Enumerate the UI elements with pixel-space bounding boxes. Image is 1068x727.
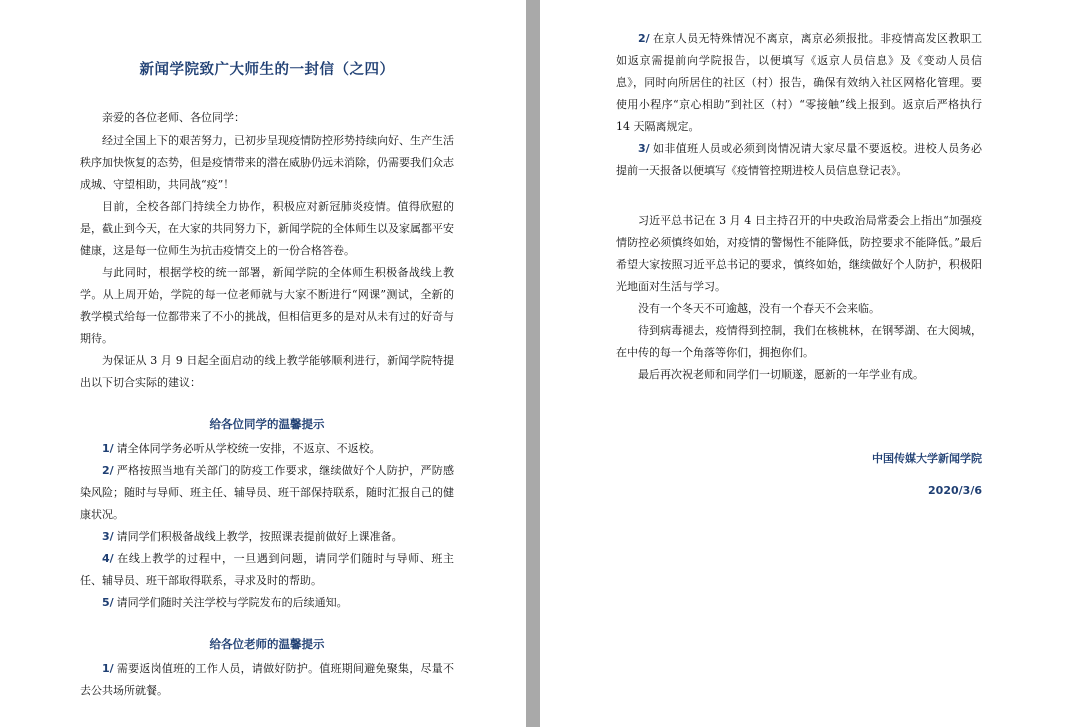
- intro-paragraph-3: 与此同时，根据学校的统一部署，新闻学院的全体师生积极备战线上教学。从上周开始，学院的每一位老师就与大家不断进行“网课”测试，全新的教学模式给每一位都带来了不小的挑战，但相信更多的是对从未有过的好奇与期待。: [80, 266, 454, 345]
- letter-title: 新闻学院致广大师生的一封信（之四）: [139, 61, 395, 78]
- teacher-tip-3: [616, 138, 982, 182]
- tip-number: 1/: [102, 662, 114, 675]
- tip-number: 1/: [102, 442, 114, 455]
- tip-number: 2/: [638, 32, 650, 45]
- tip-text: 需要返岗值班的工作人员，请做好防护。值班期间避免聚集，尽量不去公共场所就餐。: [80, 662, 454, 697]
- tip-number: 2/: [102, 464, 114, 477]
- tip-number: 3/: [638, 142, 650, 155]
- intro-paragraph-2: 目前，全校各部门持续全力协作，积极应对新冠肺炎疫情。值得欣慰的是，截止到今天，在大家的共同努力下，新闻学院的全体师生以及家属都平安健康，这是每一位师生为抗击疫情交上的一份合格答卷。: [80, 200, 454, 257]
- student-tip-5: [80, 592, 454, 614]
- tip-number: 3/: [102, 530, 114, 543]
- closing-paragraph-4: 最后再次祝老师和同学们一切顺遂，愿新的一年学业有成。: [638, 368, 924, 381]
- tip-text: 在京人员无特殊情况不离京，离京必须报批。非疫情高发区教职工如返京需提前向学院报告，以便填写《返京人员信息》及《变动人员信息》，同时向所居住的社区（村）报告，确保有效纳入社区网格化管理。要使用小程序“京心相助”到社区（村）“零接触”线上报到。返京后严格执行 14 天隔离规定。: [616, 32, 982, 133]
- tip-number: 4/: [102, 552, 114, 565]
- document-page-1: [0, 0, 526, 727]
- tip-text: 如非值班人员或必须到岗情况请大家尽量不要返校。进校人员务必提前一天报备以便填写《疫情管控期进校人员信息登记表》。: [616, 142, 982, 177]
- intro-paragraph-1: 经过全国上下的艰苦努力，已初步呈现疫情防控形势持续向好、生产生活秩序加快恢复的态势，但是疫情带来的潜在威胁仍远未消除，仍需要我们众志成城、守望相助，共同战“疫”！: [80, 134, 454, 191]
- intro-paragraph-4: 为保证从 3 月 9 日起全面启动的线上教学能够顺利进行，新闻学院特提出以下切合实际的建议：: [80, 354, 454, 389]
- students-section-heading: 给各位同学的温馨提示: [209, 417, 325, 431]
- tip-text: 严格按照当地有关部门的防疫工作要求，继续做好个人防护，严防感染风险；随时与导师、班主任、辅导员、班干部保持联系，随时汇报自己的健康状况。: [80, 464, 454, 521]
- signature-organization: 中国传媒大学新闻学院: [872, 452, 982, 465]
- student-tip-3: [80, 526, 454, 548]
- closing-paragraph-1: 习近平总书记在 3 月 4 日主持召开的中央政治局常委会上指出“加强疫情防控必须慎终如始，对疫情的警惕性不能降低，防控要求不能降低。”最后希望大家按照习近平总书记的要求，慎终如始，继续做好个人防护，积极阳光地面对生活与学习。: [616, 214, 982, 293]
- student-tip-2: [80, 460, 454, 526]
- student-tip-4: [80, 548, 454, 592]
- student-tip-1: [80, 438, 454, 460]
- paragraph-spacer: [616, 182, 982, 210]
- tip-text: 请同学们随时关注学校与学院发布的后续通知。: [116, 596, 348, 609]
- salutation: 亲爱的各位老师、各位同学：: [102, 111, 245, 124]
- tip-text: 在线上教学的过程中，一旦遇到问题，请同学们随时与导师、班主任、辅导员、班干部取得联系，寻求及时的帮助。: [80, 552, 454, 587]
- teacher-tip-1: [80, 658, 454, 702]
- signature-date: 2020/3/6: [928, 484, 982, 497]
- closing-paragraph-3: 待到病毒褪去，疫情得到控制，我们在核桃林，在钢琴湖、在大阅城，在中传的每一个角落等你们，拥抱你们。: [616, 324, 982, 359]
- tip-number: 5/: [102, 596, 114, 609]
- tip-text: 请同学们积极备战线上教学，按照课表提前做好上课准备。: [116, 530, 403, 543]
- teacher-tip-2: [616, 28, 982, 138]
- document-page-2: [540, 0, 1068, 727]
- signature-block: [616, 448, 982, 502]
- closing-paragraph-2: 没有一个冬天不可逾越，没有一个春天不会来临。: [638, 302, 880, 315]
- teachers-section-heading: 给各位老师的温馨提示: [209, 637, 325, 651]
- tip-text: 请全体同学务必听从学校统一安排，不返京、不返校。: [116, 442, 381, 455]
